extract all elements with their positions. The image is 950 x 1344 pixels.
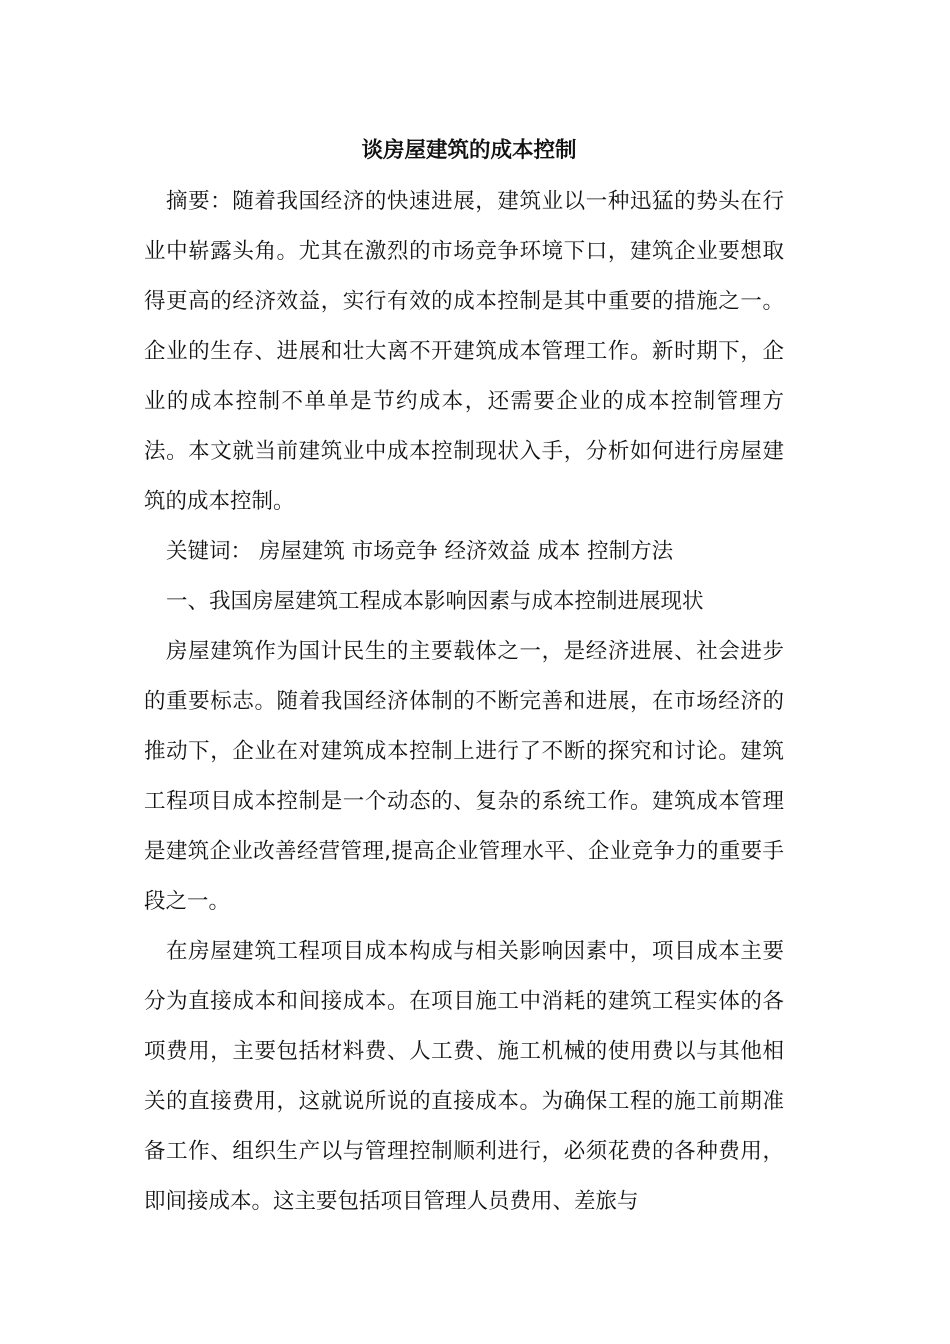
abstract-paragraph: 摘要：随着我国经济的快速进展，建筑业以一种迅猛的势头在行业中崭露头角。尤其在激烈的市场竞争环境下口，建筑企业要想取得更高的经济效益，实行有效的成本控制是其中重要的措施之一。企业的生存、进展和壮大离不开建筑成本管理工作。新时期下，企业的成本控制不单单是节约成本，还需要企业的成本控制管理方法。本文就当前建筑业中成本控制现状入手，分析如何进行房屋建筑的成本控制。 xyxy=(144,189,784,514)
document-body xyxy=(144,132,784,1227)
document-title: 谈房屋建筑的成本控制 xyxy=(361,138,577,163)
body-paragraph: 在房屋建筑工程项目成本构成与相关影响因素中，项目成本主要分为直接成本和间接成本。在项目施工中消耗的建筑工程实体的各项费用，主要包括材料费、人工费、施工机械的使用费以与其他相关的直接费用，这就说所说的直接成本。为确保工程的施工前期准备工作、组织生产以与管理控制顺利进行，必须花费的各种费用，即间接成本。这主要包括项目管理人员费用、差旅与 xyxy=(144,939,784,1214)
keywords-paragraph: 关键词： 房屋建筑 市场竞争 经济效益 成本 控制方法 xyxy=(166,539,674,564)
body-paragraph: 房屋建筑作为国计民生的主要载体之一，是经济进展、社会进步的重要标志。随着我国经济体制的不断完善和进展，在市场经济的推动下，企业在对建筑成本控制上进行了不断的探究和讨论。建筑工程项目成本控制是一个动态的、复杂的系统工作。建筑成本管理是建筑企业改善经营管理,提高企业管理水平、企业竞争力的重要手段之一。 xyxy=(144,639,784,914)
section-heading: 一、我国房屋建筑工程成本影响因素与成本控制进展现状 xyxy=(166,589,704,614)
